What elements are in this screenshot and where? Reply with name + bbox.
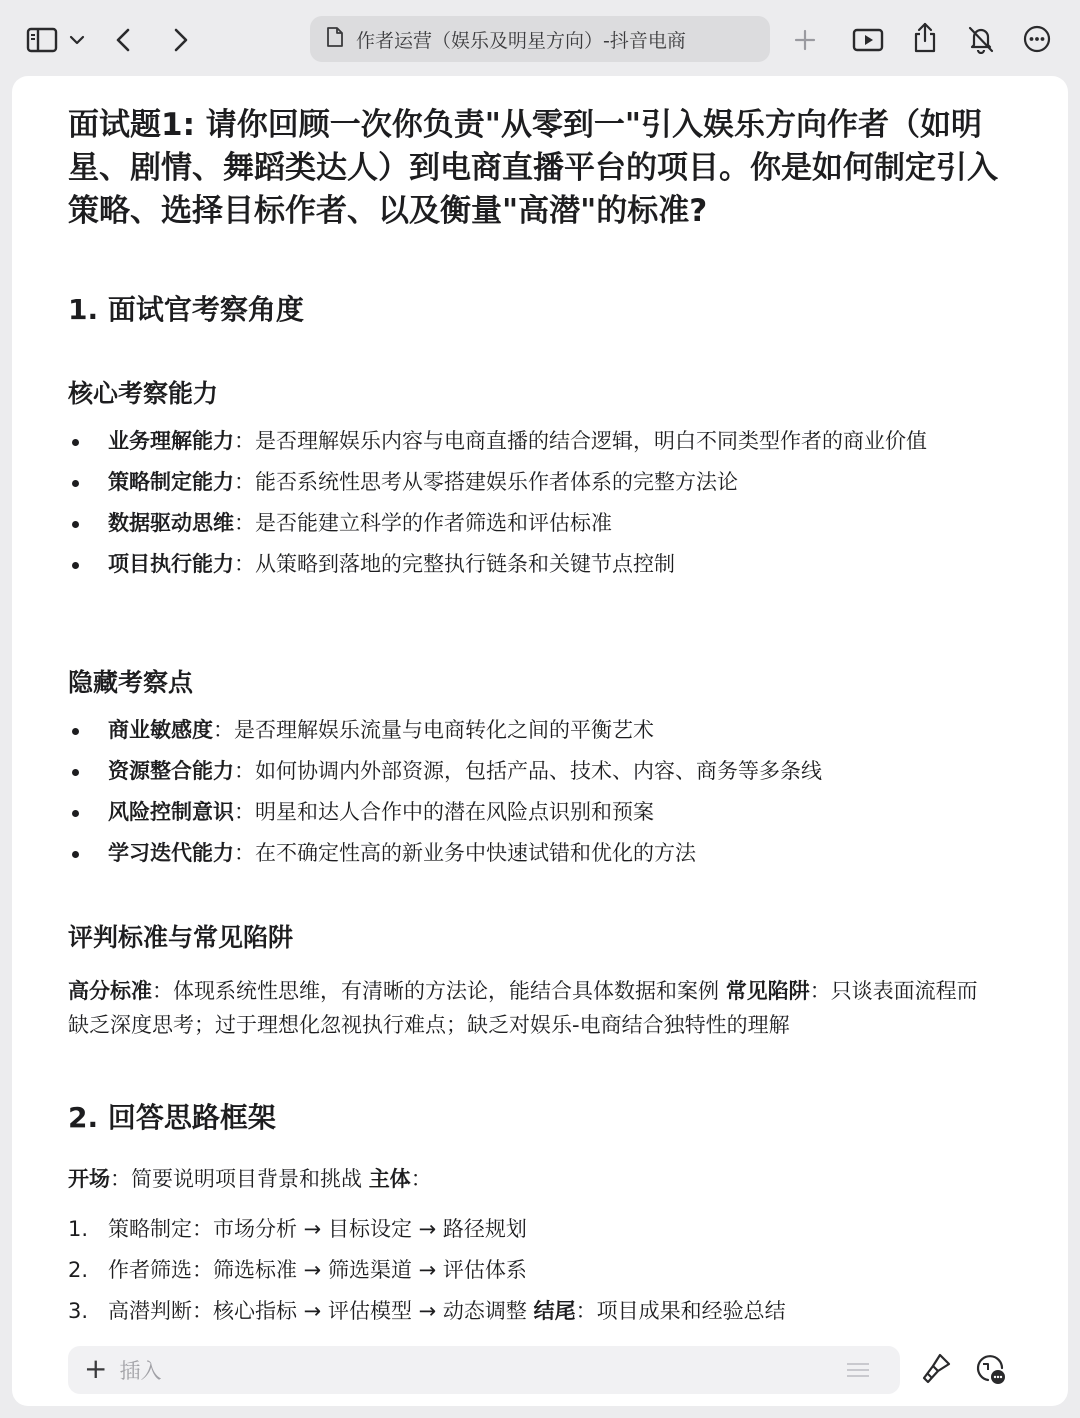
plus-icon[interactable]: + <box>84 1351 108 1385</box>
list-item: 2. 作者筛选：筛选标准 → 筛选渠道 → 评估体系 <box>68 1258 527 1282</box>
insert-placeholder: 插入 <box>119 1359 162 1383</box>
bell-slash-icon[interactable] <box>964 22 998 56</box>
translate-chat-icon[interactable] <box>974 1352 1008 1390</box>
forward-arrow-icon[interactable] <box>166 24 196 56</box>
new-tab-plus-icon[interactable] <box>790 25 820 55</box>
menu-lines-icon[interactable] <box>846 1362 870 1382</box>
subheading-hidden: 隐藏考察点 <box>68 668 194 697</box>
list-item: 3. 高潜判断：核心指标 → 评估模型 → 动态调整 结尾：项目成果和经验总结 <box>68 1299 786 1323</box>
browser-toolbar <box>0 0 1080 76</box>
list-item: 资源整合能力：如何协调内外部资源，包括产品、技术、内容、商务等多条线 <box>68 754 998 788</box>
subheading-core: 核心考察能力 <box>68 379 219 408</box>
document-icon <box>326 26 344 52</box>
back-arrow-icon[interactable] <box>108 24 138 56</box>
list-item: 1. 策略制定：市场分析 → 目标设定 → 路径规划 <box>68 1217 527 1241</box>
list-item: 项目执行能力：从策略到落地的完整执行链条和关键节点控制 <box>68 547 998 581</box>
share-icon[interactable] <box>910 20 940 56</box>
tab-title: 作者运营（娱乐及明星方向）-抖音电商 <box>356 29 686 52</box>
sidebar-toggle-icon[interactable] <box>24 24 60 56</box>
more-options-icon[interactable] <box>1020 22 1054 56</box>
list-item: 学习迭代能力：在不确定性高的新业务中快速试错和优化的方法 <box>68 836 998 870</box>
brush-icon[interactable] <box>920 1352 952 1390</box>
document-card <box>12 76 1068 1406</box>
list-item: 数据驱动思维：是否能建立科学的作者筛选和评估标准 <box>68 506 998 540</box>
section-heading-2: 2. 回答思路框架 <box>68 1101 276 1134</box>
criteria-paragraph: 高分标准：体现系统性思维，有清晰的方法论，能结合具体数据和案例 常见陷阱：只谈表面流程而缺乏深度思考；过于理想化忽视执行难点；缺乏对娱乐-电商结合独特性的理解 <box>68 979 978 1037</box>
hidden-list <box>68 713 998 877</box>
list-item: 商业敏感度：是否理解娱乐流量与电商转化之间的平衡艺术 <box>68 713 998 747</box>
core-list <box>68 424 998 588</box>
section-heading-1: 1. 面试官考察角度 <box>68 293 304 326</box>
insert-input[interactable] <box>68 1346 900 1394</box>
page-title: 面试题1: 请你回顾一次你负责"从零到一"引入娱乐方向作者（如明星、剧情、舞蹈类达人）到电商直播平台的项目。你是如何制定引入策略、选择目标作者、以及衡量"高潜"的标准? <box>68 107 998 229</box>
address-bar[interactable] <box>310 16 770 62</box>
steps-list <box>68 1212 998 1335</box>
chevron-down-icon[interactable] <box>66 30 88 50</box>
list-item: 风险控制意识：明星和达人合作中的潜在风险点识别和预案 <box>68 795 998 829</box>
opening-paragraph: 开场：简要说明项目背景和挑战 主体： <box>68 1167 432 1191</box>
list-item: 策略制定能力：能否系统性思考从零搭建娱乐作者体系的完整方法论 <box>68 465 998 499</box>
play-video-icon[interactable] <box>850 24 886 56</box>
list-item: 业务理解能力：是否理解娱乐内容与电商直播的结合逻辑，明白不同类型作者的商业价值 <box>68 424 998 458</box>
subheading-criteria: 评判标准与常见陷阱 <box>68 923 294 952</box>
